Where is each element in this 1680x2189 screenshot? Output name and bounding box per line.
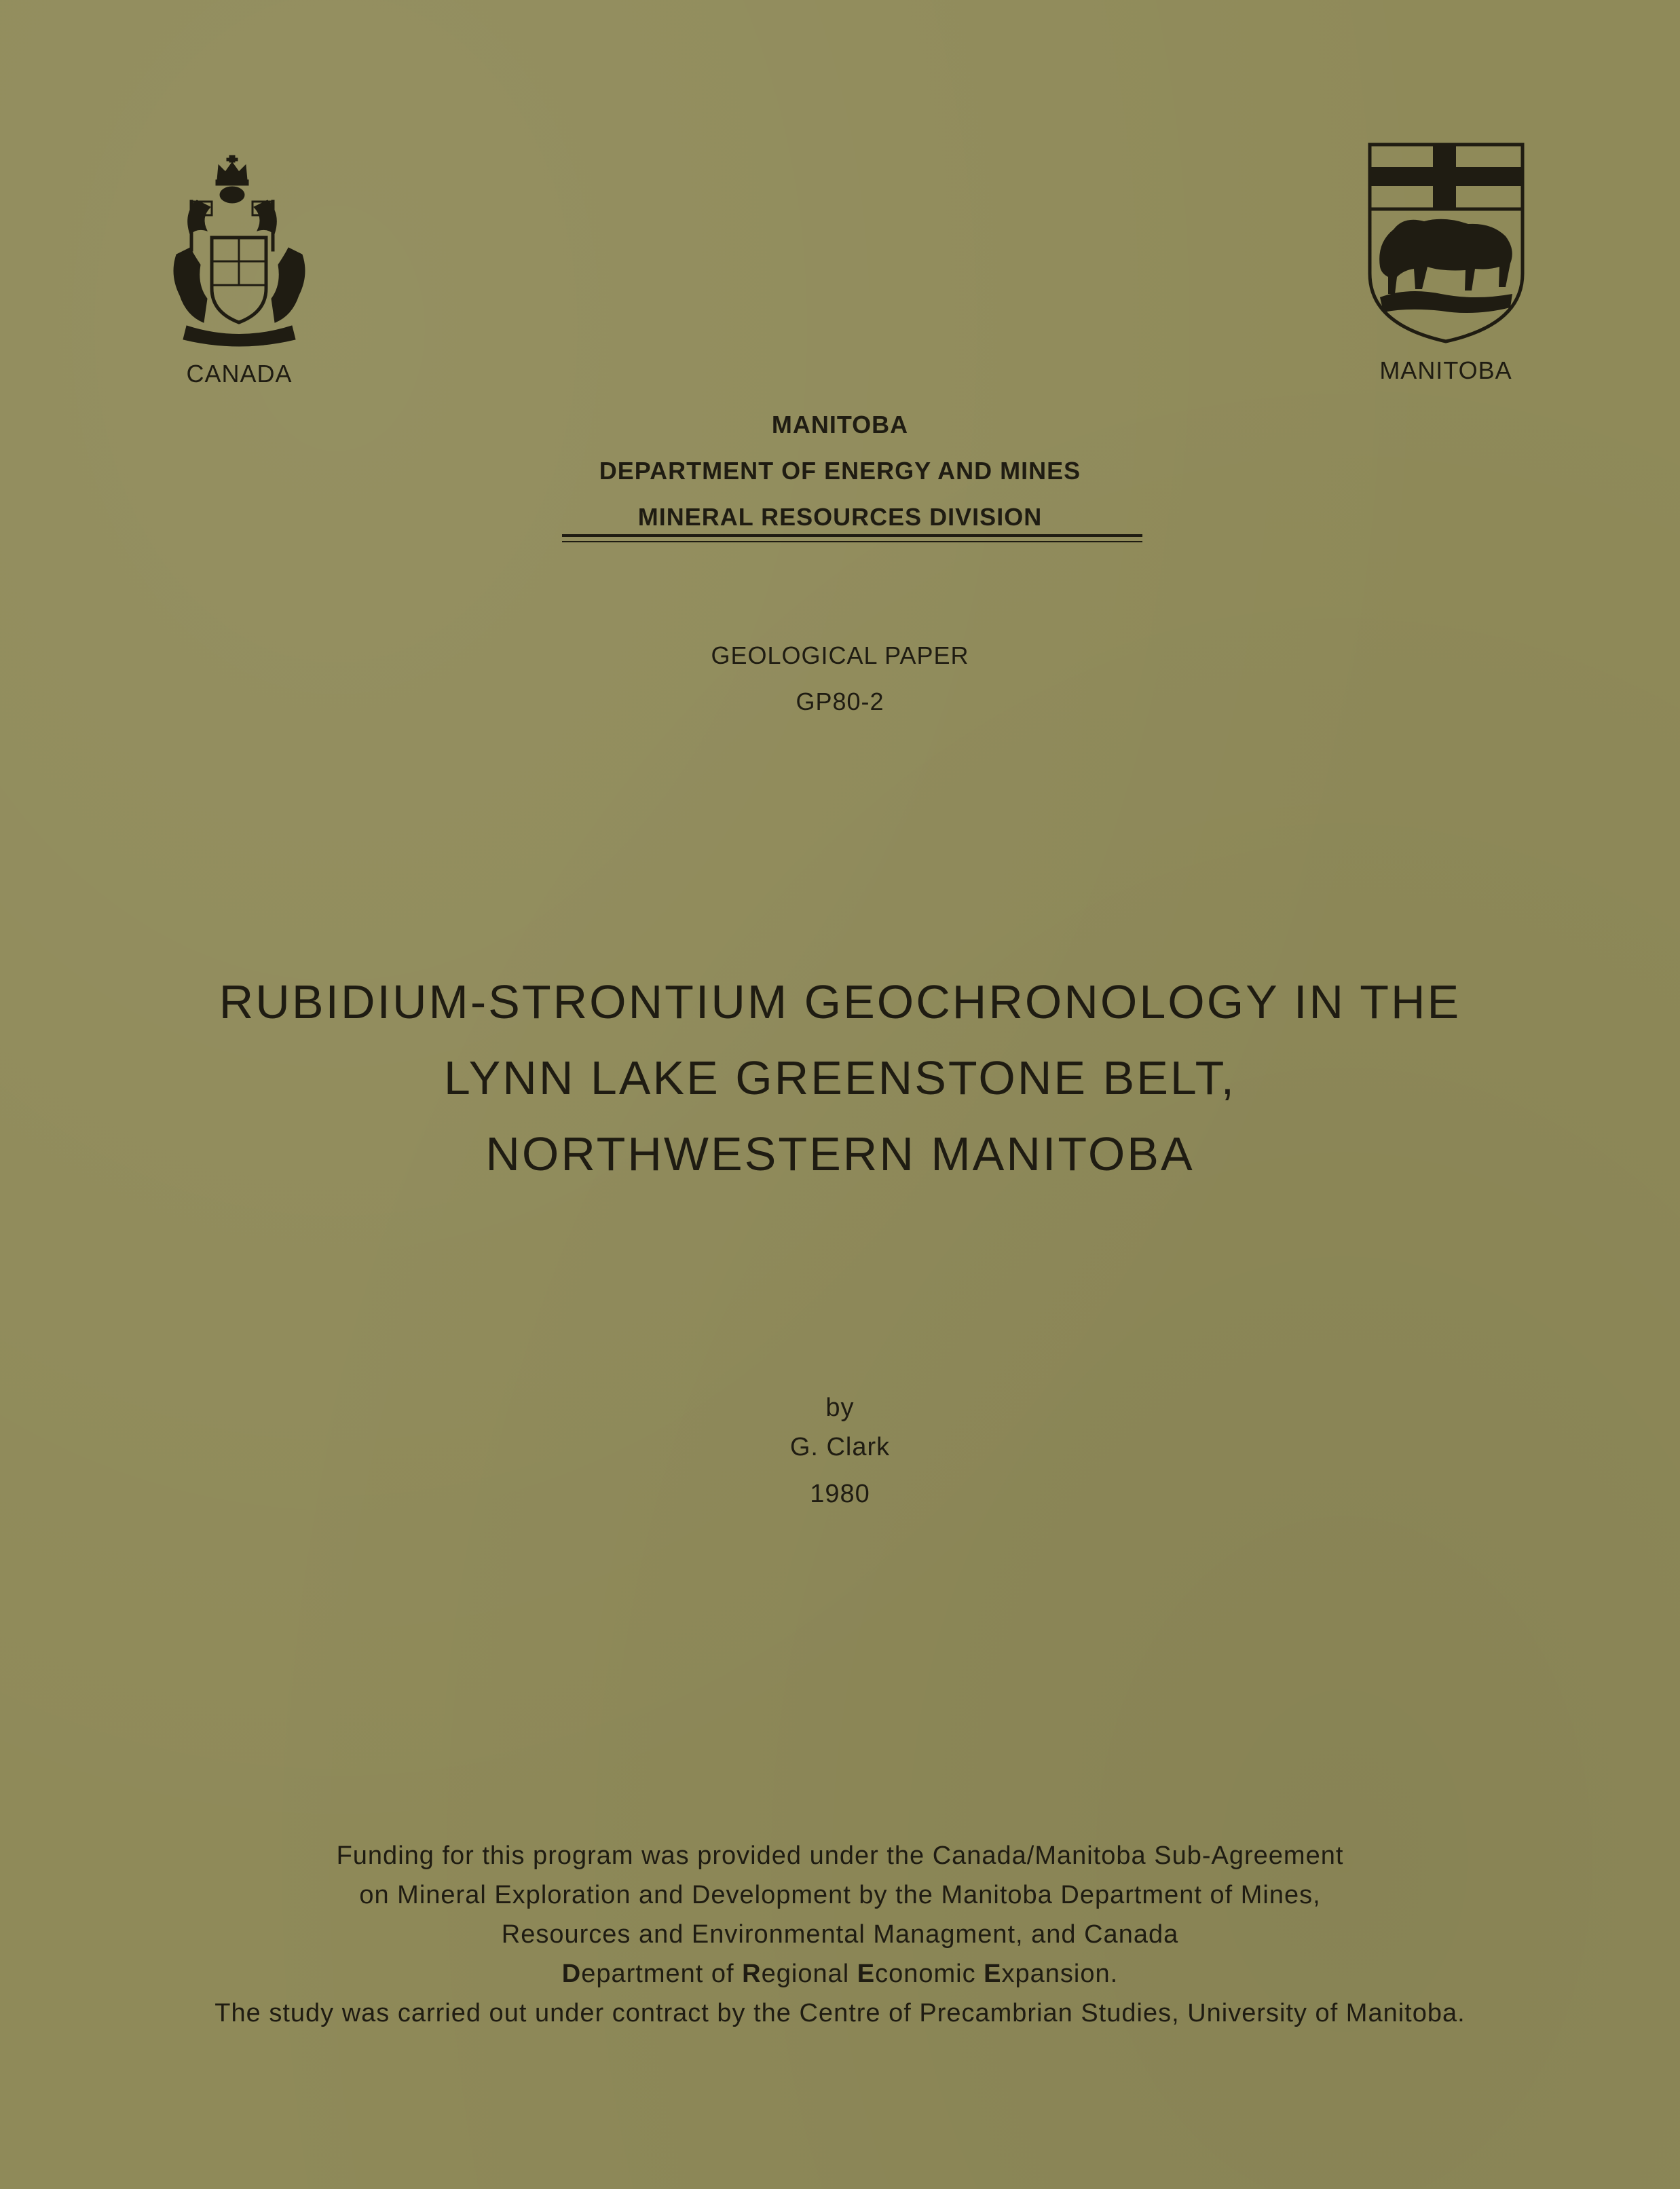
drie-initial-d: D <box>561 1960 582 1988</box>
canada-coat-of-arms-icon <box>170 153 309 350</box>
drie-word-department: epartment of <box>581 1960 743 1988</box>
division-name: MINERAL RESOURCES DIVISION <box>637 503 1043 531</box>
title-line-3: NORTHWESTERN MANITOBA <box>485 1127 1195 1180</box>
funding-line-2: on Mineral Exploration and Development by the Manitoba Department of Mines, <box>359 1881 1321 1909</box>
funding-line-3: Resources and Environmental Managment, and Canada <box>501 1920 1179 1949</box>
funding-statement <box>0 1836 1680 2033</box>
publication-year: 1980 <box>810 1480 870 1508</box>
manitoba-coat-of-arms-icon <box>1366 141 1526 345</box>
funding-line-1: Funding for this program was provided under the Canada/Manitoba Sub-Agreement <box>336 1841 1344 1870</box>
department-name: DEPARTMENT OF ENERGY AND MINES <box>599 457 1081 485</box>
drie-initial-e1: E <box>857 1960 876 1988</box>
funding-line-4 <box>0 1954 1680 1994</box>
title-line-1: RUBIDIUM-STRONTIUM GEOCHRONOLOGY IN THE <box>219 975 1461 1028</box>
funding-line-5: The study was carried out under contract by the Centre of Precambrian Studies, University of Manitoba. <box>214 1999 1466 2027</box>
province-name: MANITOBA <box>771 411 909 438</box>
by-label: by <box>825 1393 855 1422</box>
series-type: GEOLOGICAL PAPER <box>711 641 969 669</box>
canada-label: CANADA <box>186 360 293 388</box>
manitoba-label: MANITOBA <box>1379 356 1512 384</box>
title-line-2: LYNN LAKE GREENSTONE BELT, <box>443 1051 1237 1104</box>
drie-initial-e2: E <box>984 1960 1002 1988</box>
drie-word-regional: egional <box>761 1960 857 1988</box>
author-block <box>0 1388 1680 1467</box>
paper-series <box>0 633 1680 725</box>
drie-word-economic: conomic <box>875 1960 984 1988</box>
author-name: G. Clark <box>789 1433 891 1461</box>
drie-initial-r: R <box>742 1960 762 1988</box>
header-divider <box>562 534 1142 542</box>
department-header <box>0 402 1680 540</box>
series-number: GP80-2 <box>796 688 884 715</box>
document-title <box>0 964 1680 1192</box>
drie-word-expansion: xpansion. <box>1001 1960 1119 1988</box>
